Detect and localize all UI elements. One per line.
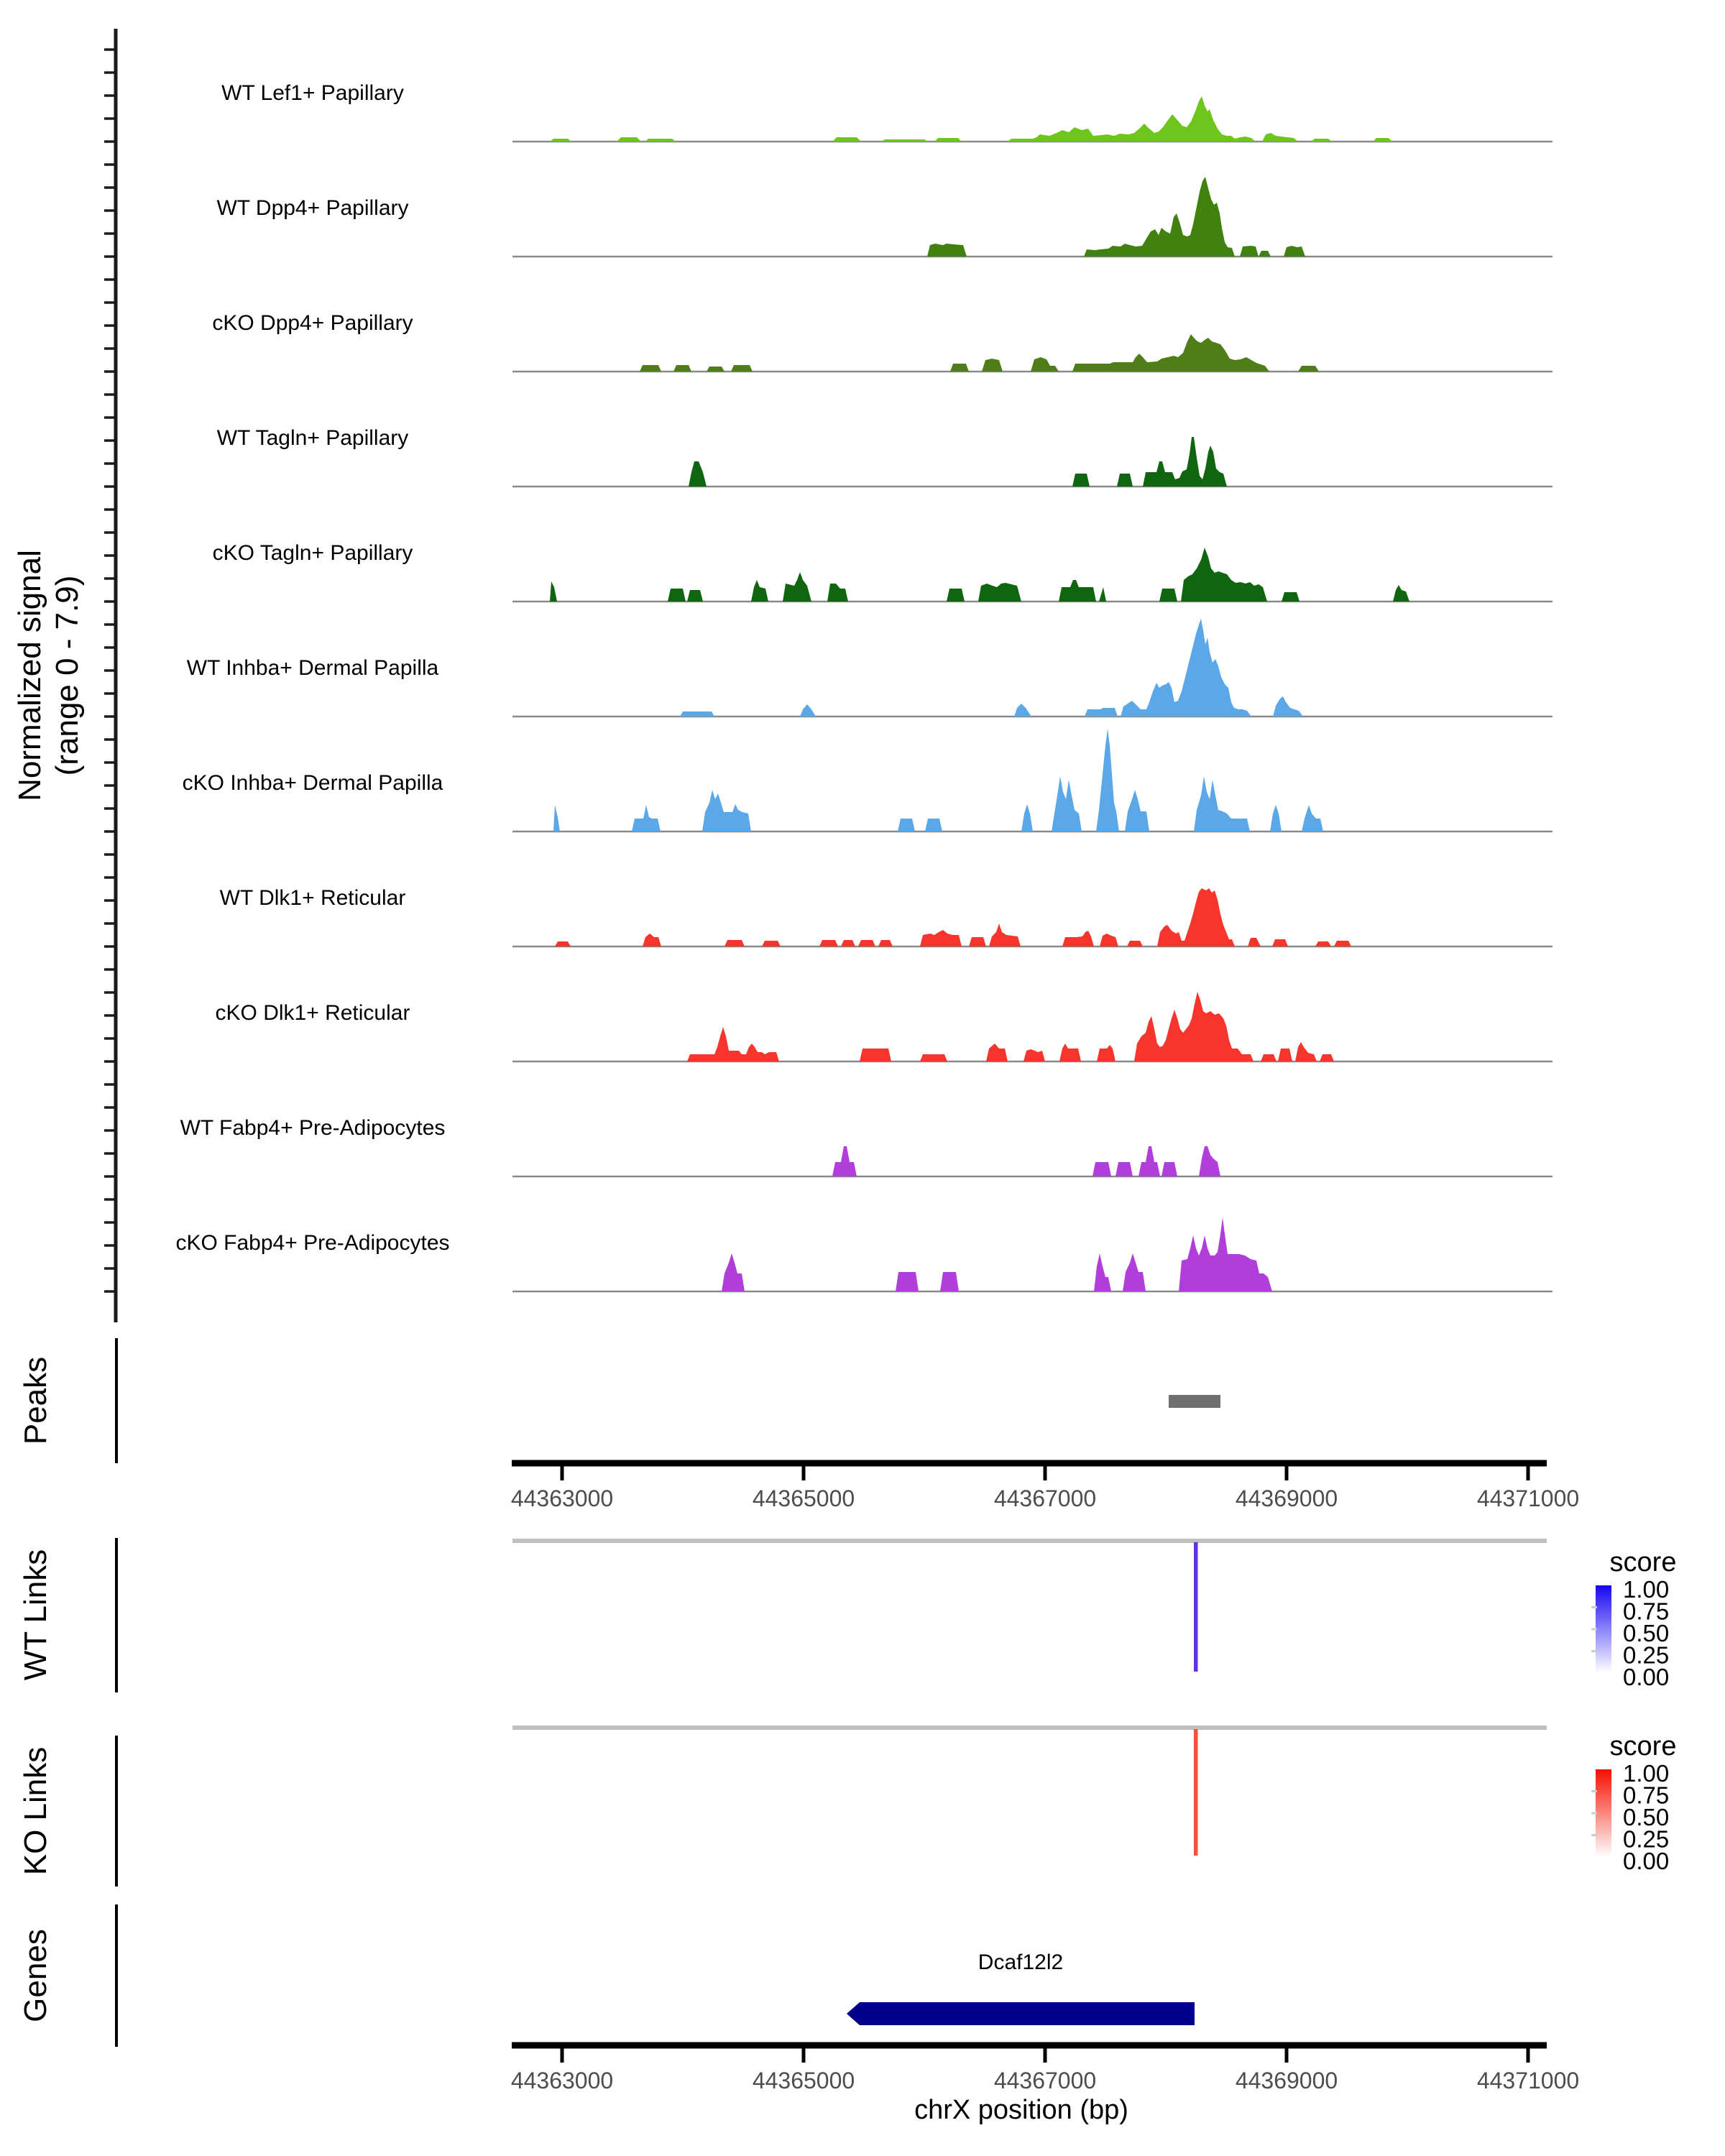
genes-section-label: Genes [18, 1929, 53, 2022]
coverage-track [216, 992, 1552, 1061]
track-label: cKO Dpp4+ Papillary [212, 311, 413, 335]
track-signal-area [512, 437, 1552, 487]
track-label: WT Fabp4+ Pre-Adipocytes [180, 1116, 446, 1140]
genes-section [18, 1904, 1195, 2047]
x-axis-title: chrX position (bp) [914, 2095, 1128, 2125]
gene-body-bar [847, 2002, 1195, 2025]
genome-axis-tick-label: 44363000 [510, 2068, 614, 2093]
genome-axis-tick-label: 44365000 [752, 1485, 855, 1511]
wt-link-mark [1194, 1542, 1198, 1672]
score-legend-value-label: 0.25 [1623, 1825, 1670, 1853]
peaks-section-label: Peaks [18, 1356, 53, 1445]
signal-y-axis [12, 29, 116, 1322]
track-signal-area [512, 992, 1552, 1061]
wt-links-section-label: WT Links [18, 1549, 53, 1681]
track-label: WT Inhba+ Dermal Papilla [186, 656, 439, 680]
wt-score-gradient-bar [1596, 1585, 1611, 1673]
ko-score-legend-labels [1623, 1760, 1669, 1874]
peak-interval-bar [1169, 1395, 1220, 1408]
ko-links-section-label: KO Links [18, 1746, 53, 1876]
gene-name-label: Dcaf12l2 [978, 1950, 1064, 1974]
ko-links-section [18, 1728, 1676, 1886]
track-signal-area [512, 1217, 1552, 1291]
score-legend-value-label: 0.50 [1623, 1804, 1670, 1830]
genome-axis-tick-label: 44369000 [1235, 1485, 1338, 1511]
score-legend-value-label: 1.00 [1623, 1760, 1670, 1787]
ko-score-legend-title: score [1609, 1731, 1677, 1761]
score-legend-value-label: 1.00 [1623, 1576, 1670, 1603]
genome-axis-tick-label: 44365000 [752, 2068, 855, 2093]
track-label: WT Dlk1+ Reticular [219, 886, 406, 910]
wt-score-legend-labels [1623, 1576, 1669, 1690]
coverage-track [216, 177, 1552, 257]
coverage-track [180, 1116, 1552, 1176]
track-signal-area [512, 96, 1552, 142]
wt-score-legend-title: score [1609, 1547, 1677, 1577]
track-label: cKO Tagln+ Papillary [212, 541, 413, 565]
coverage-track [213, 541, 1552, 602]
track-signal-area [512, 334, 1552, 372]
coverage-track [217, 426, 1552, 487]
track-label: cKO Inhba+ Dermal Papilla [182, 771, 443, 795]
track-signal-area [512, 1146, 1552, 1176]
score-legend-value-label: 0.75 [1623, 1598, 1670, 1625]
track-signal-area [512, 619, 1552, 717]
genome-axis-tick-label: 44369000 [1235, 2068, 1338, 2093]
coverage-track [183, 729, 1552, 831]
track-signal-area [512, 177, 1552, 257]
score-legend-value-label: 0.00 [1623, 1664, 1670, 1690]
score-legend-value-label: 0.00 [1623, 1848, 1670, 1874]
coverage-track [221, 81, 1552, 142]
track-label: WT Dpp4+ Papillary [216, 196, 409, 220]
coverage-track [175, 1217, 1552, 1291]
wt-links-section [18, 1538, 1676, 1692]
genome-axis-lower [511, 2045, 1579, 2093]
score-legend-value-label: 0.50 [1623, 1620, 1670, 1646]
coverage-track [212, 311, 1552, 372]
genome-axis-tick-label: 44371000 [1476, 1485, 1580, 1511]
score-legend-value-label: 0.75 [1623, 1782, 1670, 1809]
track-signal-area [512, 729, 1552, 831]
ko-score-gradient-bar [1596, 1769, 1611, 1857]
genome-axis-tick-label: 44371000 [1476, 2068, 1580, 2093]
y-axis-title-line2: (range 0 - 7.9) [50, 575, 85, 776]
genome-axis-upper [511, 1463, 1579, 1511]
ko-link-mark [1194, 1729, 1198, 1856]
genome-axis-tick-label: 44367000 [993, 1485, 1097, 1511]
track-signal-area [512, 888, 1552, 946]
track-signal-area [512, 548, 1552, 602]
wt-score-legend [1591, 1547, 1676, 1690]
coverage-tracks [175, 81, 1552, 1291]
genome-axis-tick-label: 44363000 [510, 1485, 614, 1511]
coverage-track [220, 886, 1552, 946]
track-label: cKO Dlk1+ Reticular [215, 1001, 410, 1025]
track-label: cKO Fabp4+ Pre-Adipocytes [175, 1231, 450, 1255]
score-legend-value-label: 0.25 [1623, 1641, 1670, 1669]
ko-score-legend [1591, 1731, 1676, 1874]
track-label: WT Tagln+ Papillary [216, 426, 409, 450]
track-label: WT Lef1+ Papillary [221, 81, 404, 105]
y-axis-title-line1: Normalized signal [12, 550, 47, 801]
peaks-section [18, 1338, 1220, 1463]
genome-axis-tick-label: 44367000 [993, 2068, 1097, 2093]
coverage-track [187, 619, 1552, 717]
